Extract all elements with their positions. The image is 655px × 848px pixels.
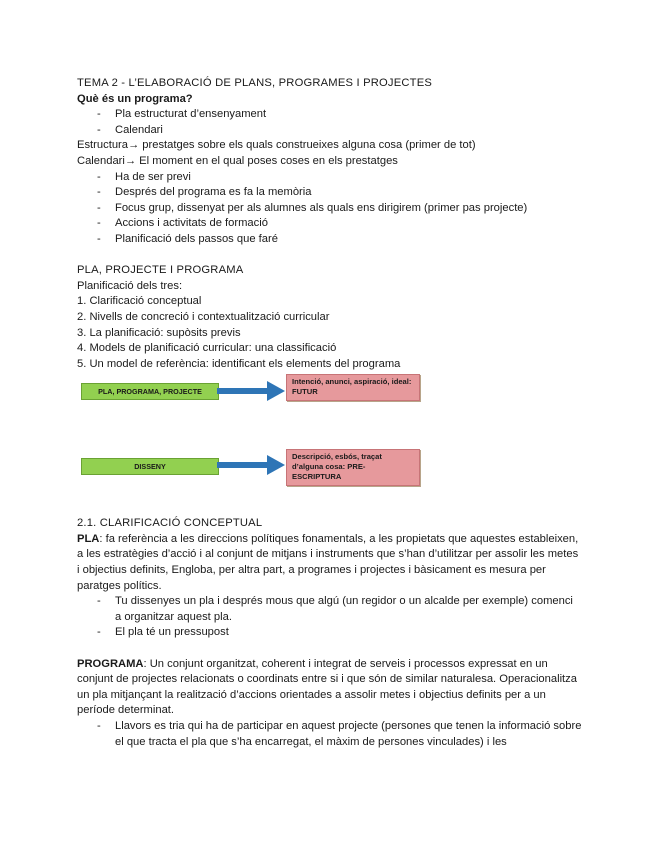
document-page bbox=[77, 76, 582, 750]
concept-diagram bbox=[77, 372, 582, 512]
diagram-box-pla-programa-projecte: PLA, PROGRAMA, PROJECTE bbox=[81, 383, 219, 400]
diagram-box-disseny: DISSENY bbox=[81, 458, 219, 475]
list-item: - El pla té un pressupost bbox=[97, 626, 229, 639]
section-heading-21: 2.1. CLARIFICACIÓ CONCEPTUAL bbox=[77, 517, 263, 530]
bullet-list-3 bbox=[77, 594, 582, 641]
programa-text: : Un conjunt organitzat, coherent i integrat de serveis i processos expressat en un conjunt de projectes relacionats o coordinats entre si i que són de similar naturalesa. Operacionalitza un pla mitjançant la realització d’accions orientades a assolir metes i objectius definits per a un període determinat. bbox=[77, 657, 577, 717]
section-heading-ppp: PLA, PROJECTE I PROGRAMA bbox=[77, 264, 244, 277]
numbered-item: 3. La planificació: supòsits previs bbox=[77, 326, 241, 339]
estructura-line: Estructura→ prestatges sobre els quals construeixes alguna cosa (primer de tot) bbox=[77, 139, 476, 152]
pla-text: : fa referència a les direccions polítiques fonamentals, a les propietats que aquestes estableixen, a les estratègies d’acció i al conjunt de mitjans i instruments que s’han d’utilitzar per assolir les metes i objectius definits, Engloba, per altra part, a programes i projectes i bàsicament es mesura per paratges polítics. bbox=[77, 532, 579, 592]
bullet-list-2 bbox=[77, 170, 582, 248]
list-item: - Planificació dels passos que faré bbox=[97, 232, 278, 245]
document-title: TEMA 2 - L’ELABORACIÓ DE PLANS, PROGRAMES I PROJECTES bbox=[77, 77, 433, 89]
numbered-item: 2. Nivells de concreció i contextualització curricular bbox=[77, 310, 330, 323]
planificacio-line: Planificació dels tres: bbox=[77, 279, 183, 292]
pla-label: PLA bbox=[77, 532, 100, 545]
arrow-right-icon bbox=[217, 380, 287, 402]
diagram-box-futur: Intenció, anunci, aspiració, ideal: FUTUR bbox=[286, 374, 420, 401]
numbered-item: 4. Models de planificació curricular: una classificació bbox=[77, 342, 337, 355]
bullet-list-1 bbox=[77, 107, 582, 138]
programa-paragraph bbox=[77, 657, 582, 719]
arrow-right-icon bbox=[217, 454, 287, 476]
list-item: - Accions i activitats de formació bbox=[97, 217, 268, 230]
list-item: - Ha de ser previ bbox=[97, 170, 191, 183]
pla-paragraph bbox=[77, 532, 582, 594]
list-item: - Tu dissenyes un pla i després mous que algú (un regidor o un alcalde per exemple) comenci a organitzar aquest pla. bbox=[97, 595, 573, 623]
programa-label: PROGRAMA bbox=[77, 657, 144, 670]
bullet-list-4 bbox=[77, 719, 582, 750]
list-item: - Pla estructurat d’ensenyament bbox=[97, 108, 267, 121]
list-item: - Després del programa es fa la memòria bbox=[97, 186, 312, 199]
diagram-box-pre-escriptura: Descripció, esbós, traçat d’alguna cosa: PRE-ESCRIPTURA bbox=[286, 449, 420, 486]
calendari-line: Calendari→ El moment en el qual poses coses en els prestatges bbox=[77, 154, 398, 167]
list-item: - Calendari bbox=[97, 123, 163, 136]
numbered-item: 1. Clarificació conceptual bbox=[77, 295, 202, 308]
list-item: - Llavors es tria qui ha de participar en aquest projecte (persones que tenen la informació sobre el que tracta el pla que s’ha encarregat, el màxim de persones vinculades) i les bbox=[97, 720, 582, 748]
list-item: - Focus grup, dissenyat per als alumnes als quals ens dirigirem (primer pas projecte) bbox=[97, 201, 528, 214]
numbered-item: 5. Un model de referència: identificant els elements del programa bbox=[77, 357, 401, 370]
question-heading: Què és un programa? bbox=[77, 92, 193, 105]
